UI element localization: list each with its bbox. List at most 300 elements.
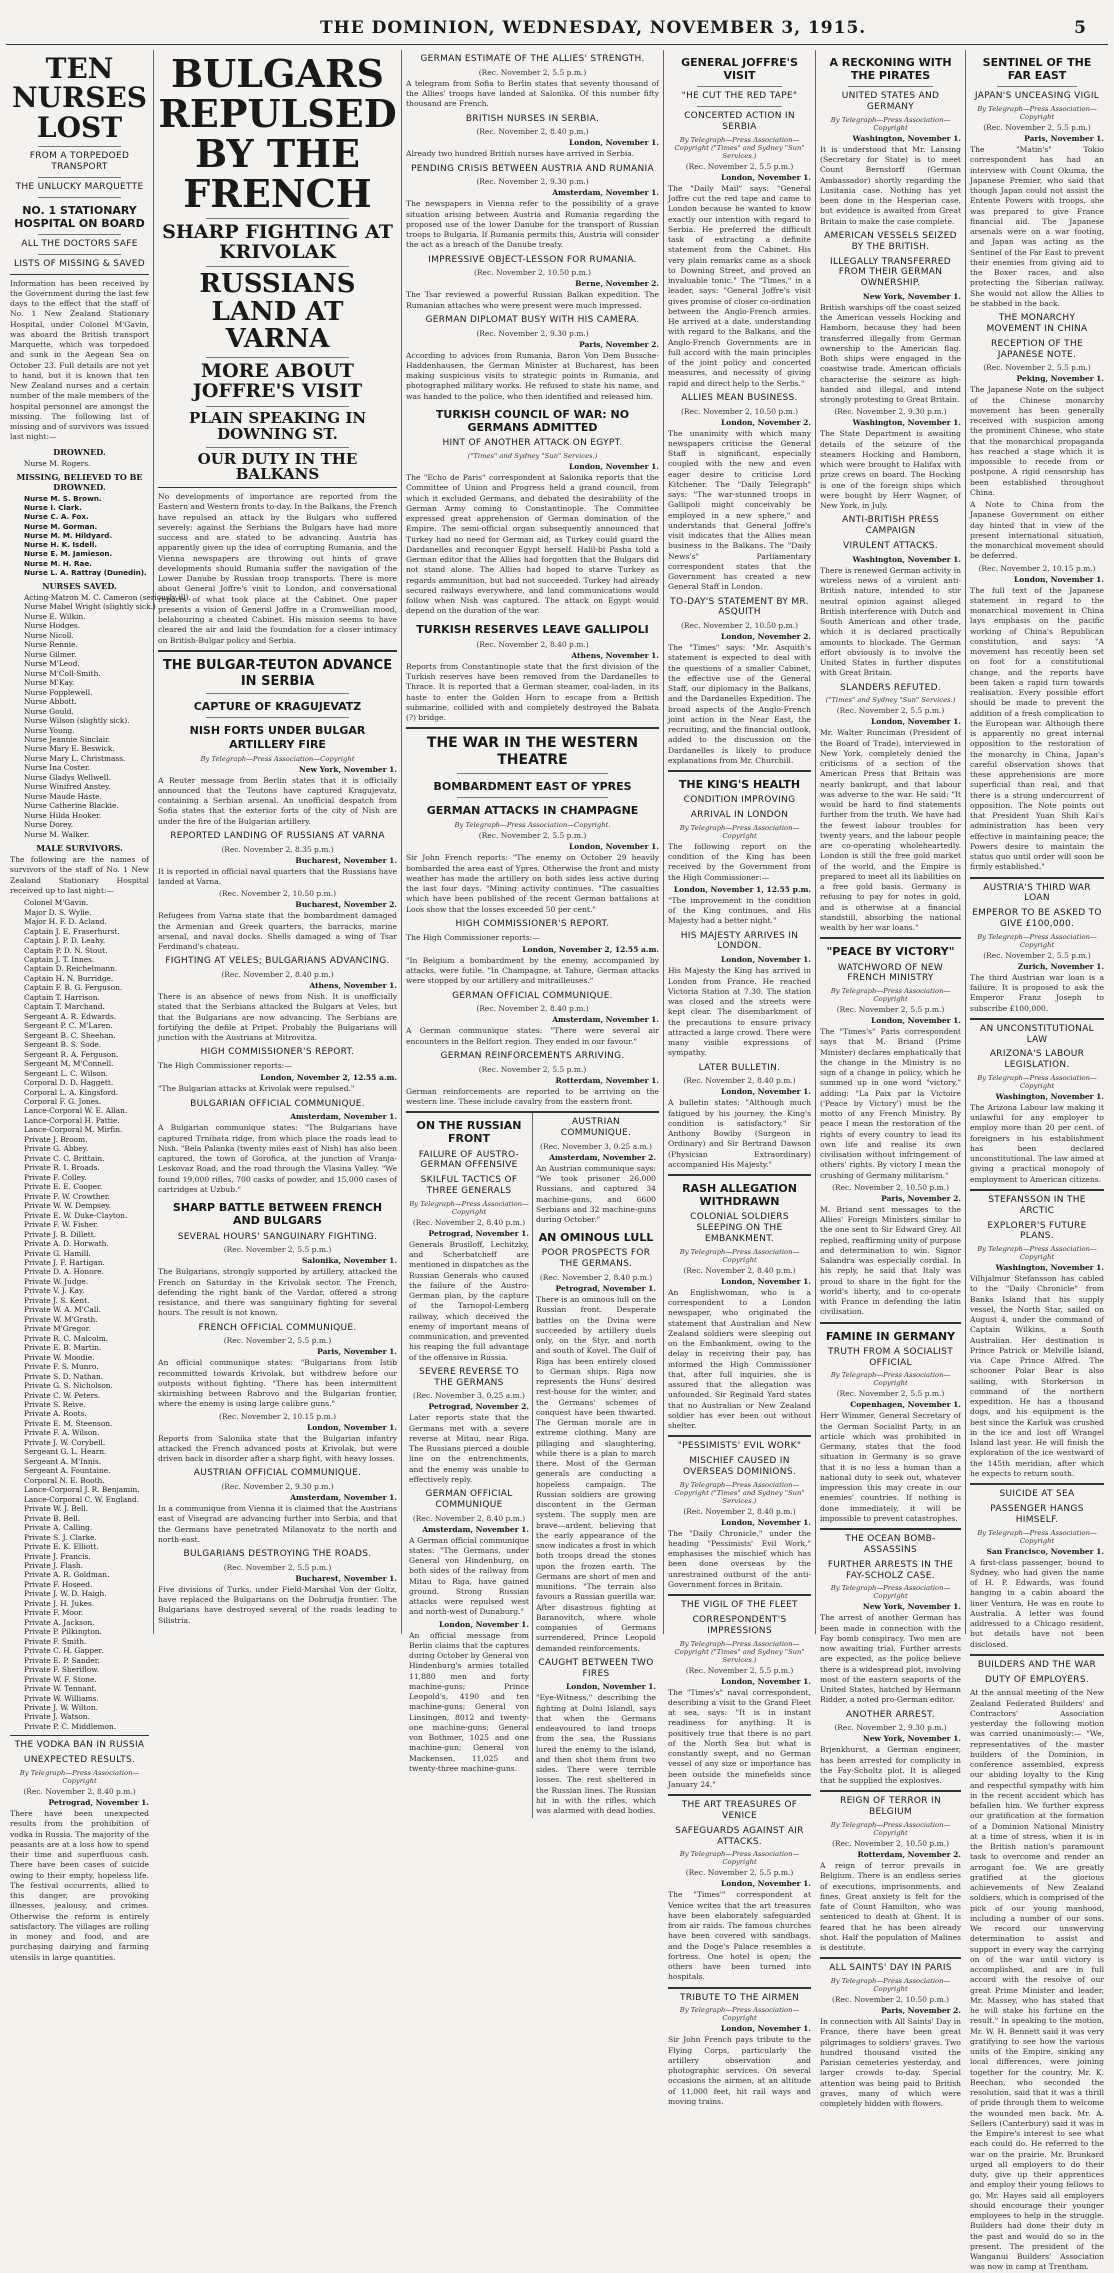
dateline: London, November 1. xyxy=(569,138,659,148)
dateline: New York, November 1. xyxy=(862,291,961,301)
divider xyxy=(970,1189,1104,1191)
byline: ("Times" and Sydney "Sun" Services.) xyxy=(467,452,598,461)
received-time: (Rec. November 2, 8.40 p.m.) xyxy=(476,639,589,649)
saved-list xyxy=(10,592,191,839)
article-body: The High Commissioner reports:— xyxy=(406,932,540,942)
list-item: Nurse Gilmer. xyxy=(24,649,77,659)
list-item: Lance-Corporal J. R. Benjamin. xyxy=(24,1485,140,1495)
article-body: British warships off the coast seized the American vessels Hocking and Hamborn, because they had been transferred illegally from German ownership to the American flag. Both ships were engaged in the coastwise trade. American officials characterise the seizure as high-handed and illegal, and intend strongly protesting to Great Britain. xyxy=(820,302,961,405)
dateline: Paris, November 2. xyxy=(881,2006,961,2016)
dateline: London, November 2. xyxy=(721,632,811,642)
article-body: The "Times's" Paris correspondent says that M. Briand (Prime Minister) declares emphatically that the change in the Ministry is no sign of a change in policy, which he summed up in one word "victory," adding: "La Paix par la Victoire ('Peace by Victory') must be the motto of any French Ministry. By peace I mean the restoration of the rights of every country to lead its own life and realise its own civilisation without infringement of others' rights. By victory I mean the crushing of Germany militarism." xyxy=(820,1027,961,1180)
section-heading: GENERAL JOFFRE'S VISIT xyxy=(681,56,798,83)
list-item: Nurse Rennie. xyxy=(24,640,78,650)
article-body: The newspapers in Vienna refer to the possibility of a grave situation arising between Austria and Rumania regarding the proposed use of the lower Danube for the transport of Russian troops to Bulgaria. If Rumania permits this, Austria will consider the act as a breach of the Danube treaty. xyxy=(406,199,659,250)
subhead: GERMAN ESTIMATE OF THE ALLIES' STRENGTH. xyxy=(420,54,645,64)
subhead: BOMBARDMENT EAST OF YPRES xyxy=(433,779,632,793)
dateline: Peking, November 1. xyxy=(1016,374,1104,384)
list-item: Private A. Calling. xyxy=(24,1523,93,1533)
article-body: The "Daily Chronicle," under the heading "Pessimists' Evil Work," emphasises the mischief which has been done overseas by the unrestrained outburst of the anti-Government forces in Britain. xyxy=(668,1528,811,1589)
divider xyxy=(38,197,121,198)
list-item: Lance-Corporal C. W. England. xyxy=(24,1494,140,1504)
list-item: Nurse Gladys Wellwell. xyxy=(24,772,111,782)
article-body: An Austrian communique says: "We took prisoner 26,000 Russians, and captured 34 machine-guns, and 6600 Serbians and 32 machine-guns during October." xyxy=(536,1163,656,1225)
dateline: Washington, November 1. xyxy=(995,1263,1104,1273)
list-item: Nurse Nicoll. xyxy=(24,630,74,640)
article-body: Sir John French pays tribute to the Flying Corps, particularly the artillery observation and photographic services. On several occasions the airmen, at an altitude of 11,000 feet, hit rail ways and moving trains. xyxy=(668,2035,811,2106)
list-item: Lance-Corporal W. E. Allan. xyxy=(24,1106,128,1116)
dateline: New York, November 1. xyxy=(862,1734,961,1744)
article-body: M. Briand sent messages to the Allies' Foreign Ministers similar to the one sent to Sir Edward Grey. All replied, reaffirming unity of purpose and determination to win. Signor Salandra was especially cordial. In his reply, he said that Italy was proud to share in the fight for the world's liberty, and to co-operate with France in defending the latin civilisation. xyxy=(820,1204,961,1317)
list-item: Private W. M'Grath. xyxy=(24,1314,98,1324)
list-item: Private A. Jackson. xyxy=(24,1617,95,1627)
subhead: BULGARIANS DESTROYING THE ROADS. xyxy=(183,1549,372,1560)
article-body: Already two hundred British nurses have arrived in Serbia. xyxy=(406,149,635,159)
list-item: Private J. W. D. Haigh. xyxy=(24,1589,107,1599)
list-item: Private W. W. Dempsey. xyxy=(24,1201,111,1211)
list-item: Nurse M. Walker. xyxy=(24,829,90,839)
list-item: Private J. W. Corybell. xyxy=(24,1437,106,1447)
dateline: Copenhagen, November 1. xyxy=(850,1400,961,1410)
masthead-rule xyxy=(6,44,1108,45)
list-item: Captain F. B. G. Ferguson. xyxy=(24,983,123,993)
received-time: (Rec. November 2, 5.5 p.m.) xyxy=(223,1245,332,1255)
list-item: Nurse E. M. Jamieson. xyxy=(24,549,113,559)
article-body: A Reuter message from Berlin states that it is officially announced that the Teutons have captured Kragujevatz, containing a Serbian arsenal. An unofficial despatch from Sofia states that the exterior forts of the city of Nish are under the fire of the Bulgarian artillery. xyxy=(158,775,397,826)
byline: By Telegraph—Press Association—Copyright. xyxy=(454,821,611,830)
list-item: Nurse Young. xyxy=(24,725,75,735)
list-item: Corporal N. E. Booth. xyxy=(24,1475,105,1485)
list-item: Private C. H. Gapper. xyxy=(24,1646,104,1656)
dateline: Paris, November 2. xyxy=(881,1193,961,1203)
list-item: Private F. A. Wilson. xyxy=(24,1428,100,1438)
list-item: Private A. Roots. xyxy=(24,1409,87,1419)
section-heading: THE BULGAR-TEUTON ADVANCE IN SERBIA xyxy=(162,657,393,689)
list-item: Private V. J. Kay. xyxy=(24,1286,85,1296)
dateline: Paris, November 1. xyxy=(1024,134,1104,144)
list-item: Major D. S. Wylie. xyxy=(24,907,92,917)
list-item: Private W. Tennant. xyxy=(24,1684,97,1694)
male-list xyxy=(10,898,149,1731)
dateline: Amsterdam, November 2. xyxy=(549,1152,656,1162)
received-time: (Rec. November 2, 10.15 p.m.) xyxy=(218,1411,337,1421)
divider xyxy=(970,1654,1104,1656)
list-item: Private B. Bell. xyxy=(24,1513,81,1523)
section-heading: ALL SAINTS' DAY IN PARIS xyxy=(829,1963,952,1974)
dateline: Rotterdam, November 2. xyxy=(857,1850,961,1860)
dateline: Paris, November 1. xyxy=(317,1347,397,1357)
article-body: The "Echo de Paris" correspondent at Salonika reports that the Committee of Union and Progress held a grand council, from which it excluded Germans, and debated the desirability of the German Army coming to Constantinople. The Committee expressed great apprehension of German domination of the Empire. The semi-official organ subsequently announced that Turkey had no need for German aid, as Turkey could guard the Dardanelles and reconquer Egypt herself. Halil-bi Pasha told a German editor that the Allies had forgotten that the Bulgars did not stand alone. The Allies had hoped to starve Turkey as regards ammunition, but had not succeeded. Turkey had already secured railways everywhere, and land communications would follow when Nish was captured. The attack on Egypt would depend on the duration of the war. xyxy=(406,473,659,616)
column-3 xyxy=(402,50,664,1816)
subhead: LISTS OF MISSING & SAVED xyxy=(14,258,145,269)
subhead: PENDING CRISIS BETWEEN AUSTRIA AND RUMANIA xyxy=(411,163,654,174)
list-item: Nurse Mabel Wright (slightly sick.) xyxy=(24,602,156,612)
article-body: The unanimity with which many newspapers criticise the General Staff is significant, especially coupled with the new and even eager desire to criticise Lord Kitchener. The "Daily Telegraph" says: "The war-stunned troops in Gallipoli might conceivably be employed in a new sphere," and understands that General Joffre's visit indicates that the Allies mean business in the Balkans. The "Daily News's" Parliamentary correspondent states that the Government has created a new General Staff in London. xyxy=(668,428,811,592)
list-item: Private E. K. Elliott. xyxy=(24,1542,99,1552)
dateline: London, November 1. xyxy=(566,1682,656,1692)
dateline: San Francisco, November 1. xyxy=(986,1546,1104,1556)
dateline: Bucharest, November 1. xyxy=(295,855,397,865)
list-item: Colonel M'Gavin. xyxy=(24,898,89,908)
subhead: TO-DAY'S STATEMENT BY MR. ASQUITH xyxy=(670,596,809,618)
section-heading: RASH ALLEGATION WITHDRAWN xyxy=(682,1182,797,1209)
article-body: "Eye-Witness," describing the fighting at Dolni Islandl, says that when the Germans endeavoured to land troops from the sea, the Russians lured the enemy to the island, and then shot them from two sides. There were terrible losses. The rest sheltered in the Russian lines. The Russian hit in with the rifles, which was alarmed with dead bodies. xyxy=(536,1693,656,1816)
section-heading: SUICIDE AT SEA xyxy=(999,1489,1075,1500)
dateline: London, November 1, 12.55 p.m. xyxy=(673,884,811,894)
byline: By Telegraph—Press Association—Copyright xyxy=(679,1850,800,1867)
dateline: Berne, November 2. xyxy=(575,279,659,289)
article-body: The third Austrian war loan is a failure. It is proposed to ask the Emperor Franz Joseph to subscribe £100,000. xyxy=(970,972,1104,1013)
article-body: An official communique states: "Bulgarians from Istib recommitted towards Krivolak, but withdrew before our outposts without fighting. "There has been intermittent skirmishing between Rabrovo and the Bulgarian frontier, where the enemy is using large calibre guns." xyxy=(158,1358,397,1409)
russian-front-left xyxy=(406,1113,533,1818)
dateline: New York, November 1. xyxy=(862,1602,961,1612)
subhead: SLANDERS REFUTED. xyxy=(839,682,942,693)
article-body: There is renewed German activity in wireless news of a virulent anti-British nature, intended to stir neutral opinion against alleged British interference with Dutch and South American and other trade, which it is declared practically amounts to blockade. The German effort obviously is to involve the United States in further disputes with Great Britain. xyxy=(820,565,961,678)
list-item: Private F. Moor. xyxy=(24,1608,84,1618)
byline: By Telegraph—Press Association—Copyright xyxy=(830,1371,951,1388)
dateline: Bucharest, November 1. xyxy=(295,1573,397,1583)
section-heading: A RECKONING WITH THE PIRATES xyxy=(829,56,952,83)
subhead: ALL THE DOCTORS SAFE xyxy=(21,238,138,249)
divider xyxy=(668,1174,811,1176)
dateline: Amsterdam, November 1. xyxy=(552,1015,659,1025)
list-item: Sergeant A. Fountaine. xyxy=(24,1466,111,1476)
list-item: Sergeant P. C. M'Laren. xyxy=(24,1021,113,1031)
list-heading: MALE SURVIVORS. xyxy=(36,843,123,854)
subhead: VIRULENT ATTACKS. xyxy=(843,541,938,552)
subhead: NISH FORTS UNDER BULGAR ARTILLERY FIRE xyxy=(189,724,366,751)
dateline: Petrograd, November 2. xyxy=(428,1402,529,1412)
article-body: The State Department is awaiting details of the seizure of the steamers Hocking and Hamborn, which were brought to Halifax with prize crews on board. The Hocking is one of the foreign ships which were bought by Herr Wagner, of New York, in July. xyxy=(820,429,961,511)
dateline: Athens, November 1. xyxy=(571,650,659,660)
article-body: The High Commissioner reports:— xyxy=(158,1061,292,1071)
byline: By Telegraph—Press Association—Copyright ("Times" and Sydney "Sun" Services.) xyxy=(674,1639,805,1664)
list-item: Captain D. Reichelmann. xyxy=(24,964,118,974)
divider xyxy=(10,1735,149,1736)
list-item: Sergeant G. L. Hearn. xyxy=(24,1447,107,1457)
dateline: London, November 2. xyxy=(721,417,811,427)
byline: By Telegraph—Press Association—Copyright xyxy=(977,105,1097,122)
article-body: Reports from Constantinople state that the first division of the Turkish reserves have been removed from the Dardanelles to Thrace. It is reported that a German steamer, coal-laden, in its haste to enter the Golden Horn to escape from a British submarine, collided with and completely destroyed the Babata (?) bridge. xyxy=(406,661,659,723)
byline: ("Times" and Sydney "Sun" Services.) xyxy=(825,696,956,705)
divider xyxy=(820,1957,961,1959)
dateline: London, November 1. xyxy=(721,1517,811,1527)
dateline: London, November 1. xyxy=(721,1276,811,1286)
divider xyxy=(457,773,609,774)
section-heading: THE VODKA BAN IN RUSSIA xyxy=(14,1740,145,1751)
list-item: Private W. A. M'Call. xyxy=(24,1305,101,1315)
list-item: Sergeant A. R. Edwards. xyxy=(24,1011,117,1021)
list-item: Private E. W. Duke-Clayton. xyxy=(24,1210,128,1220)
list-item: Sergeant A. M'Innis. xyxy=(24,1456,102,1466)
list-item: Private G. S. Nicholson. xyxy=(24,1381,113,1391)
article-body: "In Belgium a bombardment by the enemy, accompanied by attacks, were futile. "In Champagne, at Tahure, German attacks were stopped by our artillery and mitrailleuses." xyxy=(406,955,659,986)
byline: By Telegraph—Press Association—Copyright xyxy=(19,1769,140,1785)
masthead-title: THE DOMINION, WEDNESDAY, NOVEMBER 3, 1915. xyxy=(320,18,867,38)
list-item: Private P. Pilkington. xyxy=(24,1627,102,1637)
list-item: Private W. F. Stone. xyxy=(24,1674,97,1684)
list-item: Nurse M'Leod. xyxy=(24,659,80,669)
article-body: Generals Brusiloff, Lechitzky, and Scherbatcheff are mentioned in dispatches as the Russian Generals who caused the failure of the Austro-German plan, by the capture of the Tarnopol-Lemberg railway, which deceived the enemy of important means of communication, and prevented his reaping the full advantage of the offensive in Russia. xyxy=(409,1239,529,1362)
divider xyxy=(158,650,397,652)
divider xyxy=(206,218,349,219)
divider xyxy=(970,1483,1104,1485)
received-time: (Rec. November 2, 9.30 p.m.) xyxy=(476,177,589,187)
article-body: According to advices from Rumania, Baron Von Dem Bussche-Haddenhausen, the German Minister at Bucharest, has been making suspicious visits to strategic points in Rumania, and photographed military works. He refused to state his name, and was handed to the police, who then identified and released him. xyxy=(406,350,659,401)
byline: By Telegraph—Press Association—Copyright xyxy=(830,115,951,132)
dateline: London, November 1. xyxy=(721,1087,811,1097)
list-item: Private F. Smith. xyxy=(24,1636,87,1646)
dateline: Washington, November 1. xyxy=(852,133,961,143)
list-item: Nurse Winifred Anstey. xyxy=(24,782,111,792)
subhead: CONCERTED ACTION IN SERBIA xyxy=(684,111,795,132)
divider xyxy=(970,1018,1104,1020)
headline-bulgars-repulsed: BULGARS REPULSED BY THE FRENCH xyxy=(158,51,397,216)
list-item: Nurse Hilda Hooker. xyxy=(24,810,102,820)
article-body: Refugees from Varna state that the bombardment damaged the Armenian and Greek quarters, the barracks, marine arsenal, and naval docks. Shells damaged a wing of Tsar Ferdinand's chateau. xyxy=(158,911,397,951)
list-item: Private J. S. Kent. xyxy=(24,1295,90,1305)
list-item: Sergeant L. C. Wilson. xyxy=(24,1068,108,1078)
byline: By Telegraph—Press Association—Copyright xyxy=(977,1528,1097,1545)
list-heading: MISSING, BELIEVED TO BE DROWNED. xyxy=(16,472,143,492)
subhead: UNEXPECTED RESULTS. xyxy=(23,1755,136,1766)
subhead: POOR PROSPECTS FOR THE GERMANS. xyxy=(541,1248,651,1270)
received-time: (Rec. November 3, 0.25 a.m.) xyxy=(540,1141,652,1151)
byline: By Telegraph—Press Association—Copyright xyxy=(679,2006,800,2023)
article-body: The Arizona Labour law making it unlawful for any employer to employ more than 20 per cent. of foreigners in his establishment has been declared unconstitutional. The law aimed at giving a practical monopoly of employment to American citizens. xyxy=(970,1102,1104,1184)
list-item: Sergeant B. C. Sheehan. xyxy=(24,1030,116,1040)
section-heading: THE WAR IN THE WESTERN THEATRE xyxy=(426,735,639,769)
section-heading: FAMINE IN GERMANY xyxy=(825,1329,956,1343)
subhead: JAPAN'S UNCEASING VIGIL xyxy=(974,91,1100,102)
article-body: There is an absence of news from Nish. It is unofficially stated that the Serbians attacked the Bulgars at Veles, but that the Bulgarians are now advancing. The Serbians are fortifying the defile at Pripet. Probably the Bulgarians will junction with the Austrians at Mitrovitza. xyxy=(158,992,397,1043)
subhead: LATER BULLETIN. xyxy=(698,1062,781,1073)
section-heading: ON THE RUSSIAN FRONT xyxy=(416,1119,522,1146)
dateline: Petrograd, November 1. xyxy=(428,1228,529,1238)
list-item: Nurse Mary E. Beswick. xyxy=(24,744,115,754)
dateline: London, November 1. xyxy=(569,462,659,472)
list-item: Private E. M. Steenson. xyxy=(24,1418,113,1428)
list-item: Private F. Colley. xyxy=(24,1172,87,1182)
received-time: (Rec. November 2, 10.50 p.m.) xyxy=(831,1995,950,2005)
dateline: London, November 1. xyxy=(721,1676,811,1686)
received-time: (Rec. November 2, 5.5 p.m.) xyxy=(685,161,794,171)
list-item: Nurse Abbott. xyxy=(24,697,77,707)
byline: By Telegraph—Press Association—Copyright xyxy=(830,987,951,1004)
list-item: Sergeant R. A. Ferguson. xyxy=(24,1049,119,1059)
subhead: DUTY OF EMPLOYERS. xyxy=(984,1674,1090,1685)
byline: By Telegraph—Press Association—Copyright xyxy=(679,823,800,840)
article-body: Mr. Walter Runciman (President of the Board of Trade), interviewed in New York, completely denied the criticisms of a section of the American Press that Britain was nearly bankrupt, and that labour was adverse to the war. He said: "It would be hard to find statements further from the truth. We have had the fewest labour troubles for twenty years, and the labour people are co-operating wholeheartedly. London is still the free gold market of the world, and the Empire is prepared to meet all its liabilities on a free gold basis. Germany is refusing to pay for notes in gold, and is otherwise at a financial standstill, absorbing the national wealth by her war loans." xyxy=(820,728,961,933)
list-item: Nurse Fopplewell. xyxy=(24,687,93,697)
list-item: Private J. Francis. xyxy=(24,1551,91,1561)
section-heading: SENTINEL OF THE FAR EAST xyxy=(982,56,1092,83)
subhead: CORRESPONDENT'S IMPRESSIONS xyxy=(692,1615,787,1636)
list-item: Acting-Matron M. C. Cameron (seriously ill). xyxy=(24,592,191,602)
dateline: Amsterdam, November 1. xyxy=(552,188,659,198)
list-item: Lance-Corporal H. Pattie. xyxy=(24,1115,120,1125)
received-time: (Rec. November 2, 10.50 p.m.) xyxy=(680,406,799,416)
divider xyxy=(820,1790,961,1792)
russian-front-right xyxy=(533,1113,659,1818)
article-body: Later reports state that the Germans met with a severe reverse at Mitau, near Riga. The Russians pierced a double line on the entrenchments, and the enemy was unable to effectively reply. xyxy=(409,1413,529,1484)
subhead: FROM A TORPEDOED TRANSPORT xyxy=(29,151,130,172)
received-time: (Rec. November 2, 8.40 p.m.) xyxy=(683,1076,796,1086)
divider xyxy=(697,106,783,107)
article-body: An Englishwoman, who is a correspondent to a London newspaper, who originated the statement that Australian and New Zealand soldiers were sleeping out on the Embankment, owing to the delay in receiving their pay, has informed the High Commissioner that, after full inquiries, she is assured that the allegation was unfounded. Sir Reginald Yard states that no Australian or New Zealand soldier has ever been out without shelter. xyxy=(668,1287,811,1431)
article-body: There is an ominous lull on the Russian front. Desperate battles on the Dvina were succeeded by artillery duels only, on the Styr, and north and south of Kovel. The Gulf of Riga has been entirely closed to German ships. Riga now represents the Huns' desired rest-house for the winter, and the Germans' schemes of conquest have been thwarted. The German morale are in extreme clothing. Many are pillaging and slaughtering, while there is a plan to march there. Most of the German generals are conducting a hopeless campaign. The Russian soldiers are growing discontent in the German system. The supply men are brave—ardent, believing that the early appearance of the snow indicates a frost in which both troops dread the stones upon the frozen earth. The Germans are short of men and munitions. "The terrain also favours a Russian guerilla war. After disastrous fighting at Baranovitch, where whole companies of Germans surrendered, Prince Leopold demanded reinforcements. xyxy=(536,1295,656,1653)
dateline: Paris, November 2. xyxy=(579,339,659,349)
subhead: "HE CUT THE RED TAPE" xyxy=(681,91,798,102)
received-time: (Rec. November 3, 0.25 a.m.) xyxy=(413,1391,525,1401)
section-heading: THE KING'S HEALTH xyxy=(678,778,801,792)
subhead: FURTHER ARRESTS IN THE FAY-SCHOLZ CASE. xyxy=(827,1559,954,1581)
list-item: Captain J. E. Fraserhurst. xyxy=(24,926,120,936)
dateline: London, November 1. xyxy=(721,1879,811,1889)
list-item: Captain P. D. N. Stout. xyxy=(24,945,108,955)
subhead: THE MONARCHY MOVEMENT IN CHINA xyxy=(986,313,1088,334)
divider xyxy=(38,254,121,255)
subhead: CONDITION IMPROVING xyxy=(683,795,796,806)
divider xyxy=(38,234,121,235)
received-time: (Rec. November 2, 10.50 p.m.) xyxy=(218,889,337,899)
received-time: (Rec. November 2, 5.5 p.m.) xyxy=(685,1665,794,1675)
subhead: FIGHTING AT VELES; BULGARIANS ADVANCING. xyxy=(165,956,390,967)
subhead: COLONIAL SOLDIERS SLEEPING ON THE EMBANKMENT. xyxy=(690,1212,789,1245)
headline: RUSSIANS LAND AT VARNA xyxy=(199,269,356,355)
list-item: Captain J. P. D. Leahy. xyxy=(24,936,106,946)
byline: By Telegraph—Press Association—Copyright xyxy=(830,1584,951,1601)
divider xyxy=(848,86,933,87)
divider xyxy=(668,770,811,772)
section-heading: THE ART TREASURES OF VENICE xyxy=(681,1800,798,1821)
list-item: Private P. C. Middlemon. xyxy=(24,1721,117,1731)
received-time: (Rec. November 2, 8.40 p.m.) xyxy=(683,1265,796,1275)
list-item: Private A. D. Horwath. xyxy=(24,1239,109,1249)
received-time: (Rec. November 2, 8.35 p.m.) xyxy=(221,844,334,854)
subhead: ARRIVAL IN LONDON xyxy=(690,810,789,821)
received-time: (Rec. November 2, 10.50 p.m.) xyxy=(831,1182,950,1192)
subhead: ALLIES MEAN BUSINESS. xyxy=(681,392,798,403)
subhead: FRENCH OFFICIAL COMMUNIQUE. xyxy=(198,1322,357,1333)
dateline: Amsterdam, November 1. xyxy=(290,1112,397,1122)
section-heading: THE OCEAN BOMB-ASSASSINS xyxy=(845,1534,936,1555)
subhead: IMPRESSIVE OBJECT-LESSON FOR RUMANIA. xyxy=(428,254,637,265)
article-body: The Japanese Note on the subject of the Chinese monarchy movement has been generally received with suspicion among the prominent Chinese, who state that the monarchical propaganda has reached a stage which it is impossible to recede from or postpone. A rigid censorship has been established throughout China. xyxy=(970,385,1104,497)
dateline: Amsterdam, November 1. xyxy=(290,1493,397,1503)
subhead: ANTI-BRITISH PRESS CAMPAIGN xyxy=(842,515,939,537)
byline: By Telegraph—Press Association—Copyright xyxy=(200,754,355,763)
subhead: GERMAN ATTACKS IN CHAMPAGNE xyxy=(426,804,639,818)
dateline: Washington, November 1. xyxy=(852,418,961,428)
received-time: (Rec. November 2, 9.30 p.m.) xyxy=(221,1482,334,1492)
subhead: EXPLORER'S FUTURE PLANS. xyxy=(987,1220,1087,1242)
received-time: (Rec. November 2, 5.5 p.m.) xyxy=(478,831,587,841)
list-item: Nurse M. Gorman. xyxy=(24,521,98,531)
subhead: TRUTH FROM A SOCIALIST OFFICIAL xyxy=(828,1346,953,1368)
subhead: AUSTRIAN COMMUNIQUE. xyxy=(560,1117,632,1138)
article-body: The Bulgarians, strongly supported by artillery, attacked the French on Saturday in the Krivolak sector. The French, defending the right bank of the Vardar, offered a strong resistance, and there was sanguinary fighting for several hours. The result is not known. xyxy=(158,1267,397,1318)
page-number: 5 xyxy=(1074,18,1086,38)
subhead: UNITED STATES AND GERMANY xyxy=(841,91,940,113)
article-body: Five divisions of Turks, under Field-Marshal Von der Goltz, have replaced the Bulgarians on the Dobrudja frontier. The Bulgarians have destroyed several of the roads leading to Silistria. xyxy=(158,1584,397,1625)
list-item: Private E. B. Martin. xyxy=(24,1343,102,1353)
dateline: London, November 1. xyxy=(721,172,811,182)
list-item: Nurse C. A. Fox. xyxy=(24,512,89,522)
divider xyxy=(206,266,349,267)
article-body: Reports from Salonika state that the Bulgarian infantry attacked the French advanced posts at Krivolak, but were driven back in disorder after a sharp fight, with heavy losses. xyxy=(158,1433,397,1464)
received-time: (Rec. November 2, 8.40 p.m.) xyxy=(476,127,589,137)
divider xyxy=(820,937,961,939)
list-item: Private R. C. Malcolm. xyxy=(24,1333,109,1343)
article-body: A reign of terror prevails in Belgium. There is an endless series of executions, imprisonments, and fines. Great anxiety is felt for the fate of Count Hamilton, who was sentenced to death at Ghent. It is feared that he has been already shot. Half the population of Malines is destitute. xyxy=(820,1861,961,1953)
subhead: HIS MAJESTY ARRIVES IN LONDON. xyxy=(680,930,799,952)
column-2 xyxy=(154,50,402,1634)
received-time: (Rec. November 2, 8.40 p.m.) xyxy=(539,1273,653,1283)
subhead: AMERICAN VESSELS SEIZED BY THE BRITISH. xyxy=(824,230,957,252)
headline: OUR DUTY IN THE BALKANS xyxy=(197,449,358,484)
list-item: Private D. A. Honore. xyxy=(24,1267,104,1277)
section-heading: AN OMINOUS LULL xyxy=(538,1231,654,1245)
article-body: Sir John French reports: "The enemy on October 29 heavily bombarded the area east of Ypres. Otherwise the front and misty weather has made the artillery on both sides less active during the last four days. "Mining activity continues. "The casualties which have been published of the recent German battalions at Loos show that the losses exceeded 50 per cent." xyxy=(406,853,659,914)
list-item: Nurse M'Kay. xyxy=(24,678,75,688)
list-item: Private W. Williams. xyxy=(24,1693,99,1703)
subhead: MISCHIEF CAUSED IN OVERSEAS DOMINIONS. xyxy=(682,1456,797,1477)
subhead: GERMAN DIPLOMAT BUSY WITH HIS CAMERA. xyxy=(425,314,640,325)
received-time: (Rec. November 2, 9.30 p.m.) xyxy=(476,328,589,338)
dateline: Rotterdam, November 1. xyxy=(555,1075,659,1085)
list-item: Sergeant B. S. Sode. xyxy=(24,1040,102,1050)
list-item: Private A. R. Goldman. xyxy=(24,1570,110,1580)
list-item: Corporal L. A. Kingsford. xyxy=(24,1087,119,1097)
subhead: SAFEGUARDS AGAINST AIR ATTACKS. xyxy=(675,1825,804,1847)
article-body: The "Matin's" Tokio correspondent has had an interview with Count Okuma, the Japanese Premier, who said that though Japan could not assist the Entente Powers with troops, she was prepared to give France financial aid. The Japanese arsenals were on a war footing, and Japan was acting as the Sentinel of the Far East to prevent their enemies from giving aid to the Boxer races, and also protecting the Siberian railway. She would not allow the Allies to be stabbed in the back. xyxy=(970,145,1104,308)
divider xyxy=(206,447,349,448)
divider xyxy=(38,146,121,147)
article-body: The arrest of another German has been made in connection with the Fay bomb conspiracy. Two men are now awaiting trial. Further arrests are expected, as the police believe there is a widespread plot, involving most of the eastern seaports of the United States, hatched by Hermann Ridder, a noted pro-German editor. xyxy=(820,1613,961,1705)
subhead: SKILFUL TACTICS OF THREE GENERALS xyxy=(420,1175,518,1196)
received-time: (Rec. November 2, 5.5 p.m.) xyxy=(983,123,1091,133)
list-item: Private S. D. Nathan. xyxy=(24,1371,104,1381)
list-item: Private F. W. Crowther. xyxy=(24,1191,110,1201)
column-6 xyxy=(966,50,1108,2272)
subhead: GERMAN OFFICIAL COMMUNIQUE. xyxy=(452,990,613,1001)
subhead: HIGH COMMISSIONER'S REPORT. xyxy=(455,918,610,929)
section-heading: SHARP BATTLE BETWEEN FRENCH AND BULGARS xyxy=(172,1201,383,1228)
list-item: Private F. W. Fisher. xyxy=(24,1220,99,1230)
subhead: ILLEGALLY TRANSFERRED FROM THEIR GERMAN OWNERSHIP. xyxy=(830,256,951,289)
drowned-list xyxy=(10,459,149,468)
section-heading: "PEACE BY VICTORY" xyxy=(826,945,955,959)
article-body: An official message from Berlin claims that the captures during October by General von Hindenburg's armies totalled 11,880 men and forty machine-guns; Prince Leopold's, 4190 and ten machine-guns; General von Linsingen, 8012 and twenty-one machine-guns; General von Bothmer, 1025 and one machine-gun; General von Mackensen, 11,025 and twenty-three machine-guns. xyxy=(409,1630,529,1773)
divider xyxy=(668,1794,811,1796)
list-item: Major H. F. D. Acland. xyxy=(24,917,107,927)
divider xyxy=(668,1594,811,1596)
headline: MORE ABOUT JOFFRE'S VISIT xyxy=(192,360,363,403)
list-item: Private C. C. Brittain. xyxy=(24,1153,105,1163)
byline: By Telegraph—Press Association—Copyright xyxy=(679,1247,800,1264)
received-time: (Rec. November 2, 8.40 p.m.) xyxy=(23,1787,136,1796)
list-item: Captain H. N. Burridge. xyxy=(24,973,114,983)
divider xyxy=(820,1528,961,1530)
list-item: Nurse L. A. Rattray (Dunedin). xyxy=(24,567,147,577)
received-time: (Rec. November 2, 8.40 p.m.) xyxy=(221,970,334,980)
dateline: London, November 1. xyxy=(439,1619,529,1629)
article-body: The "Times's" naval correspondent, describing a visit to the Grand Fleet at sea, says: "It is in instant readiness for anything. It is positively true that there is no part of the North Sea but what is constantly swept, and no German vessel of any size or importance has been outside the minefields since January 24." xyxy=(668,1687,811,1789)
divider xyxy=(457,797,609,798)
article-body: The "Times" says: "Mr. Asquith's statement is expected to deal with the questions of a smaller Cabinet, the effective use of the General Staff, our diplomacy in the Balkans, and the Dardanelles Expedition. The broad aspects of the Anglo-French joint action in the Near East, the recruiting, and the financial outlook, added to the discussion on the Dardanelles is likely to produce explanations from Mr. Churchill. xyxy=(668,643,811,765)
subhead: WATCHWORD OF NEW FRENCH MINISTRY xyxy=(837,962,944,984)
